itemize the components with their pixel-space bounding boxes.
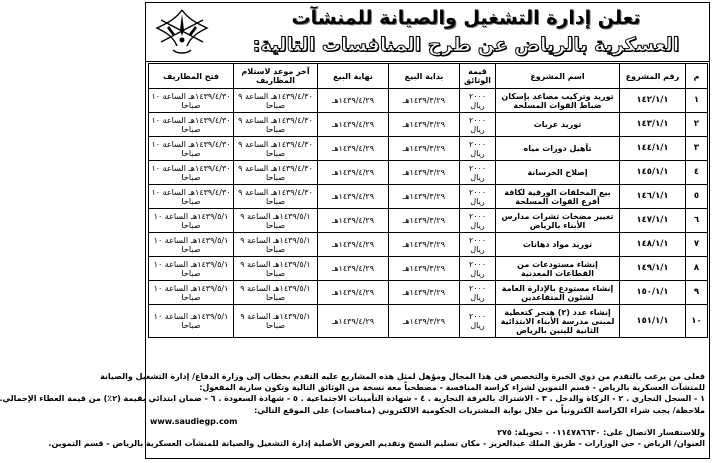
project-number: ١٥٠/١/١ bbox=[620, 281, 686, 305]
column-header: بداية البيع bbox=[389, 64, 460, 89]
submission-deadline: ١٤٣٩/٤/٣٠هـ الساعة ٩ صباحا bbox=[234, 113, 318, 137]
sale-start: ١٤٣٩/٣/٢٩هـ bbox=[389, 113, 460, 137]
table-row bbox=[149, 113, 708, 137]
envelope-opening: ١٤٣٩/٥/١هـ الساعة ١٠ صباحا bbox=[149, 305, 234, 338]
document-price: ٢٠٠٠ ريال bbox=[460, 161, 496, 185]
sale-end: ١٤٣٩/٤/٢٩هـ bbox=[318, 89, 389, 113]
document-price: ٢٠٠٠ ريال bbox=[460, 233, 496, 257]
column-header: رقم المشروع bbox=[620, 64, 686, 89]
table-row bbox=[149, 161, 708, 185]
submission-deadline: ١٤٣٩/٥/١هـ الساعة ٩ صباحا bbox=[234, 305, 318, 338]
project-name: إنشاء عدد (٢) هنجر كتغطية لمبنى مدرسة الأبناء الابتدائية الثانية للبنين بالرياض bbox=[496, 305, 620, 338]
sale-start: ١٤٣٩/٣/٢٩هـ bbox=[389, 161, 460, 185]
column-header: اسم المشروع bbox=[496, 64, 620, 89]
project-name: إنشاء مستودع بالإدارة العامة لشئون المتقاعدين bbox=[496, 281, 620, 305]
project-number: ١٤٢/١/١ bbox=[620, 89, 686, 113]
project-name: إصلاح الخرسانة bbox=[496, 161, 620, 185]
advertisement-header bbox=[146, 3, 709, 62]
sale-start: ١٤٣٩/٣/٢٩هـ bbox=[389, 185, 460, 209]
footer-line: ملاحظة/ يجب شراء الكراسة الكترونياً من خلال بوابة المشتريات الحكومية الالكتروني (منافسات) على الموقع التالي: bbox=[254, 405, 705, 415]
sale-start: ١٤٣٩/٣/٢٩هـ bbox=[389, 89, 460, 113]
table-row bbox=[149, 305, 708, 338]
document-price: ٢٠٠٠ ريال bbox=[460, 257, 496, 281]
footer-line: العنوان/ الرياض - حي الوزارات - طريق الملك عبدالعزيز - مكان تسليم النسخ وتقديم العروض الأصلية إدارة التشغيل والصيانة للمنشآت العسكرية بالرياض - قسم التموين. bbox=[48, 439, 705, 449]
table-header-row bbox=[149, 64, 708, 89]
submission-deadline: ١٤٣٩/٤/٣٠هـ الساعة ٩ صباحا bbox=[234, 161, 318, 185]
sale-start: ١٤٣٩/٣/٢٩هـ bbox=[389, 209, 460, 233]
sale-end: ١٤٣٩/٤/٢٩هـ bbox=[318, 161, 389, 185]
submission-deadline: ١٤٣٩/٥/١هـ الساعة ٩ صباحا bbox=[234, 257, 318, 281]
document-price: ٢٠٠٠ ريال bbox=[460, 305, 496, 338]
document-price: ٢٠٠٠ ريال bbox=[460, 281, 496, 305]
row-number: ٣ bbox=[686, 137, 708, 161]
submission-deadline: ١٤٣٩/٤/٣٠هـ الساعة ٩ صباحا bbox=[234, 185, 318, 209]
project-name: توريد مواد دهانات bbox=[496, 233, 620, 257]
column-header: نهاية البيع bbox=[318, 64, 389, 89]
project-number: ١٤٤/١/١ bbox=[620, 137, 686, 161]
row-number: ٩ bbox=[686, 281, 708, 305]
row-number: ٢ bbox=[686, 113, 708, 137]
row-number: ٥ bbox=[686, 185, 708, 209]
envelope-opening: ١٤٣٩/٤/٣٠هـ الساعة ١٠ صباحا bbox=[149, 137, 234, 161]
row-number: ١ bbox=[686, 89, 708, 113]
sale-end: ١٤٣٩/٤/٢٩هـ bbox=[318, 281, 389, 305]
table-row bbox=[149, 281, 708, 305]
project-name: بيع المخلفات الورقية لكافة أفرع القوات المسلحة bbox=[496, 185, 620, 209]
table-row bbox=[149, 209, 708, 233]
column-header: آخر موعد لاستلام المظاريف bbox=[234, 64, 318, 89]
footer-line: وللاستفسار الاتصال على: ٠١١٤٧٨٦٦٣٠ - تحويلة: ٢٧٥ bbox=[497, 428, 705, 438]
footer-url[interactable]: www.saudiegp.com bbox=[150, 416, 238, 426]
project-name: توريد وتركيب مصاعد بإسكان ضباط القوات المسلحة bbox=[496, 89, 620, 113]
footer-line: ١ - السجل التجاري . ٢ - الزكاة والدخل . ٣ - الاشتراك بالغرفة التجارية . ٤ - شهادة التأمينات الاجتماعية . ٥ - شهادة السعودة . ٦ - ضمان ابتدائي بقيمة (٢٪) من قيمة العطاء الإجمالي. bbox=[0, 394, 705, 404]
title-line-1: تعلن إدارة التشغيل والصيانة للمنشآت bbox=[291, 7, 641, 29]
sale-start: ١٤٣٩/٣/٢٩هـ bbox=[389, 137, 460, 161]
tender-advertisement bbox=[0, 2, 710, 459]
table-row bbox=[149, 257, 708, 281]
sale-end: ١٤٣٩/٤/٢٩هـ bbox=[318, 185, 389, 209]
project-number: ١٥١/١/١ bbox=[620, 305, 686, 338]
project-name: تأهيل دورات مياه bbox=[496, 137, 620, 161]
row-number: ١٠ bbox=[686, 305, 708, 338]
project-name: توريد عربات bbox=[496, 113, 620, 137]
tenders-table bbox=[148, 63, 708, 338]
sale-end: ١٤٣٩/٤/٢٩هـ bbox=[318, 113, 389, 137]
column-header: فتح المظاريف bbox=[149, 64, 234, 89]
row-number: ٤ bbox=[686, 161, 708, 185]
advertisement-footer bbox=[0, 371, 705, 449]
envelope-opening: ١٤٣٩/٤/٣٠هـ الساعة ١٠ صباحا bbox=[149, 89, 234, 113]
table-row bbox=[149, 89, 708, 113]
submission-deadline: ١٤٣٩/٥/١هـ الساعة ٩ صباحا bbox=[234, 233, 318, 257]
table-row bbox=[149, 233, 708, 257]
sale-end: ١٤٣٩/٤/٢٩هـ bbox=[318, 257, 389, 281]
column-header: قيمة الوثائق bbox=[460, 64, 496, 89]
document-price: ٢٠٠٠ ريال bbox=[460, 89, 496, 113]
envelope-opening: ١٤٣٩/٥/١هـ الساعة ١٠ صباحا bbox=[149, 209, 234, 233]
project-number: ١٤٧/١/١ bbox=[620, 209, 686, 233]
ministry-emblem-icon bbox=[151, 6, 213, 56]
envelope-opening: ١٤٣٩/٥/١هـ الساعة ١٠ صباحا bbox=[149, 257, 234, 281]
table-row bbox=[149, 137, 708, 161]
envelope-opening: ١٤٣٩/٤/٣٠هـ الساعة ١٠ صباحا bbox=[149, 161, 234, 185]
envelope-opening: ١٤٣٩/٤/٣٠هـ الساعة ١٠ صباحا bbox=[149, 185, 234, 209]
document-price: ٢٠٠٠ ريال bbox=[460, 185, 496, 209]
submission-deadline: ١٤٣٩/٥/١هـ الساعة ٩ صباحا bbox=[234, 281, 318, 305]
sale-start: ١٤٣٩/٣/٢٩هـ bbox=[389, 281, 460, 305]
sale-start: ١٤٣٩/٣/٢٩هـ bbox=[389, 257, 460, 281]
footer-line: للمنشآت العسكرية بالرياض - قسم التموين لشراء كراسة المنافسة - مصطحباً معه نسخة من الوثائق التالية وتكون سارية المفعول: bbox=[199, 383, 705, 393]
sale-end: ١٤٣٩/٤/٢٩هـ bbox=[318, 233, 389, 257]
footer-line: فعلى من يرغب بالتقدم من ذوي الخبرة والتخصص في هذا المجال ومؤهل لمثل هذه المشاريع عليه التقدم بخطاب إلى وزارة الدفاع/ إدارة التشغيل والصيانة bbox=[100, 372, 705, 381]
sale-end: ١٤٣٩/٤/٢٩هـ bbox=[318, 209, 389, 233]
submission-deadline: ١٤٣٩/٤/٣٠هـ الساعة ٩ صباحا bbox=[234, 89, 318, 113]
document-price: ٢٠٠٠ ريال bbox=[460, 137, 496, 161]
document-price: ٢٠٠٠ ريال bbox=[460, 113, 496, 137]
sale-start: ١٤٣٩/٣/٢٩هـ bbox=[389, 233, 460, 257]
row-number: ٨ bbox=[686, 257, 708, 281]
project-name: تغيير مضخات تشرات مدارس الأبناء بالرياض bbox=[496, 209, 620, 233]
document-price: ٢٠٠٠ ريال bbox=[460, 209, 496, 233]
sale-end: ١٤٣٩/٤/٢٩هـ bbox=[318, 137, 389, 161]
row-number: ٦ bbox=[686, 209, 708, 233]
envelope-opening: ١٤٣٩/٥/١هـ الساعة ١٠ صباحا bbox=[149, 281, 234, 305]
sale-end: ١٤٣٩/٤/٢٩هـ bbox=[318, 305, 389, 338]
envelope-opening: ١٤٣٩/٤/٣٠هـ الساعة ١٠ صباحا bbox=[149, 113, 234, 137]
sale-start: ١٤٣٩/٣/٢٩هـ bbox=[389, 305, 460, 338]
project-number: ١٤٨/١/١ bbox=[620, 233, 686, 257]
column-header: م bbox=[686, 64, 708, 89]
title-line-2: العسكرية بالرياض عن طرح المنافسات التالية: bbox=[252, 34, 680, 56]
project-number: ١٤٥/١/١ bbox=[620, 161, 686, 185]
envelope-opening: ١٤٣٩/٥/١هـ الساعة ١٠ صباحا bbox=[149, 233, 234, 257]
project-number: ١٤٦/١/١ bbox=[620, 185, 686, 209]
project-name: إنشاء مستودعات من القطاعات المعدنية bbox=[496, 257, 620, 281]
submission-deadline: ١٤٣٩/٥/١هـ الساعة ٩ صباحا bbox=[234, 209, 318, 233]
row-number: ٧ bbox=[686, 233, 708, 257]
project-number: ١٤٩/١/١ bbox=[620, 257, 686, 281]
submission-deadline: ١٤٣٩/٤/٣٠هـ الساعة ٩ صباحا bbox=[234, 137, 318, 161]
project-number: ١٤٣/١/١ bbox=[620, 113, 686, 137]
table-row bbox=[149, 185, 708, 209]
